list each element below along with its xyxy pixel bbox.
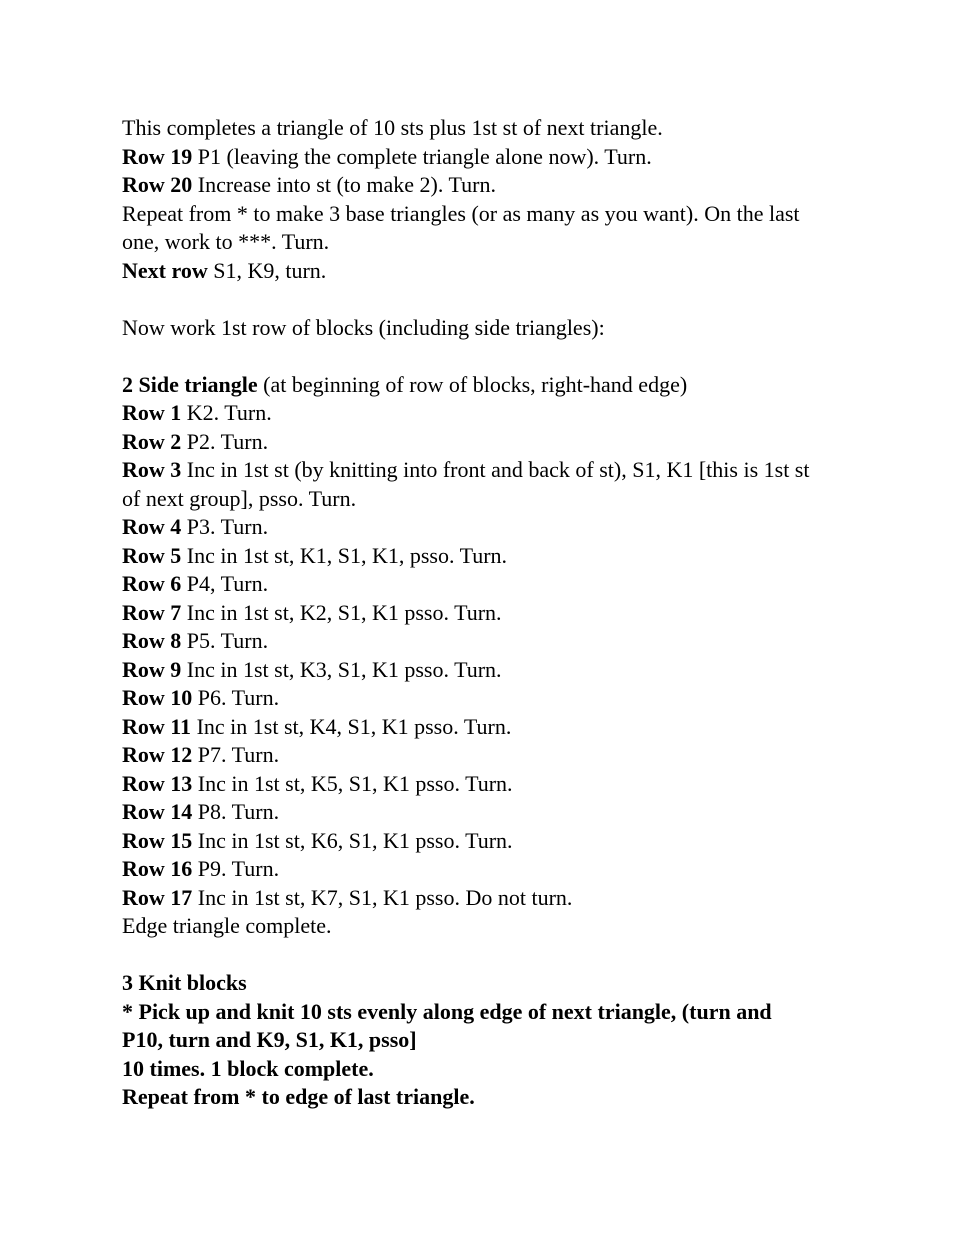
side-triangle-row (122, 599, 862, 628)
knit-blocks-text: 10 times. 1 block complete. (122, 1055, 374, 1081)
side-triangle-row (122, 627, 862, 656)
row-text: Increase into st (to make 2). Turn. (197, 172, 496, 197)
side-triangle-rows (122, 399, 862, 912)
row-text: P1 (leaving the complete triangle alone now). Turn. (197, 143, 652, 169)
section-heading-note: (at beginning of row of blocks, right-hand edge) (263, 371, 688, 397)
row-text: Inc in 1st st (by knitting into front and back of st), S1, K1 [this is 1st st (186, 457, 810, 482)
knit-blocks-heading (122, 969, 862, 998)
row-label: Row 4 (122, 514, 182, 539)
row-text: P7. Turn. (197, 742, 280, 767)
row-text: Inc in 1st st, K3, S1, K1 psso. Turn. (186, 656, 502, 682)
knit-blocks-line (122, 1026, 862, 1055)
row-label: Row 3 (122, 457, 182, 482)
spacer (122, 285, 862, 314)
row-text: Inc in 1st st, K5, S1, K1 psso. Turn. (197, 770, 513, 796)
document-body (122, 114, 862, 1112)
knit-blocks-text: * Pick up and knit 10 sts evenly along edge of next triangle, (turn and (122, 998, 772, 1024)
row-text: P2. Turn. (186, 428, 269, 454)
row-label: Row 20 (122, 172, 193, 197)
row-text: Inc in 1st st, K1, S1, K1, psso. Turn. (186, 542, 508, 568)
side-triangle-row (122, 741, 862, 770)
knit-blocks-line (122, 998, 862, 1027)
row-label: Row 2 (122, 428, 182, 454)
row-label: Row 9 (122, 656, 182, 682)
spacer (122, 941, 862, 970)
row-label: Row 10 (122, 685, 193, 710)
side-triangle-row (122, 855, 862, 884)
row-label: Row 17 (122, 884, 193, 910)
side-triangle-row (122, 428, 862, 457)
side-triangle-row (122, 713, 862, 742)
row-text: Inc in 1st st, K4, S1, K1 psso. Turn. (196, 713, 512, 739)
side-triangle-row (122, 456, 862, 485)
row-20 (122, 171, 862, 200)
spacer (122, 342, 862, 371)
row-text: P3. Turn. (186, 514, 269, 539)
intro-line: This completes a triangle of 10 sts plus 1st st of next triangle. (122, 115, 663, 140)
blocks-intro: Now work 1st row of blocks (including side triangles): (122, 314, 605, 340)
side-triangle-row (122, 656, 862, 685)
repeat-line-1: Repeat from * to make 3 base triangles (or as many as you want). On the last (122, 200, 800, 226)
row-text: P9. Turn. (197, 856, 280, 881)
side-triangle-row (122, 798, 862, 827)
side-triangle-row (122, 513, 862, 542)
row-text: P8. Turn. (197, 799, 280, 824)
row-label: Row 13 (122, 770, 193, 796)
row-label: Row 14 (122, 799, 193, 824)
next-row (122, 257, 862, 286)
side-triangle-row (122, 399, 862, 428)
knit-blocks-text: P10, turn and K9, S1, K1, psso] (122, 1027, 417, 1052)
section-heading: 3 Knit blocks (122, 970, 247, 995)
row-label: Row 8 (122, 628, 182, 653)
row-label: Row 7 (122, 599, 182, 625)
row-label: Row 16 (122, 856, 193, 881)
row-text: Inc in 1st st, K7, S1, K1 psso. Do not turn. (197, 884, 573, 910)
row-label: Row 19 (122, 143, 193, 169)
side-triangle-row (122, 884, 862, 913)
row-text: Inc in 1st st, K2, S1, K1 psso. Turn. (186, 599, 502, 625)
side-triangle-row (122, 827, 862, 856)
row-text: P4, Turn. (186, 571, 269, 596)
section-heading: 2 Side triangle (122, 371, 258, 397)
row-text: P5. Turn. (186, 628, 269, 653)
knit-blocks-line (122, 1083, 862, 1112)
row-label: Row 5 (122, 542, 182, 568)
knit-blocks-line (122, 1055, 862, 1084)
side-triangle-row (122, 684, 862, 713)
row-continuation: of next group], psso. Turn. (122, 485, 357, 511)
row-label: Row 11 (122, 713, 192, 739)
row-label: Next row (122, 257, 208, 283)
row-label: Row 12 (122, 742, 193, 767)
row-label: Row 15 (122, 827, 193, 853)
side-triangle-heading (122, 371, 862, 400)
edge-complete: Edge triangle complete. (122, 913, 332, 938)
knit-blocks-text: Repeat from * to edge of last triangle. (122, 1084, 475, 1109)
row-text: Inc in 1st st, K6, S1, K1 psso. Turn. (197, 827, 513, 853)
side-triangle-row (122, 570, 862, 599)
row-label: Row 6 (122, 571, 182, 596)
row-text: P6. Turn. (197, 685, 280, 710)
side-triangle-row (122, 542, 862, 571)
row-text: K2. Turn. (186, 400, 272, 425)
row-label: Row 1 (122, 400, 182, 425)
repeat-line-2: one, work to ***. Turn. (122, 229, 330, 254)
side-triangle-row (122, 770, 862, 799)
row-text: S1, K9, turn. (213, 257, 327, 283)
row-19 (122, 143, 862, 172)
